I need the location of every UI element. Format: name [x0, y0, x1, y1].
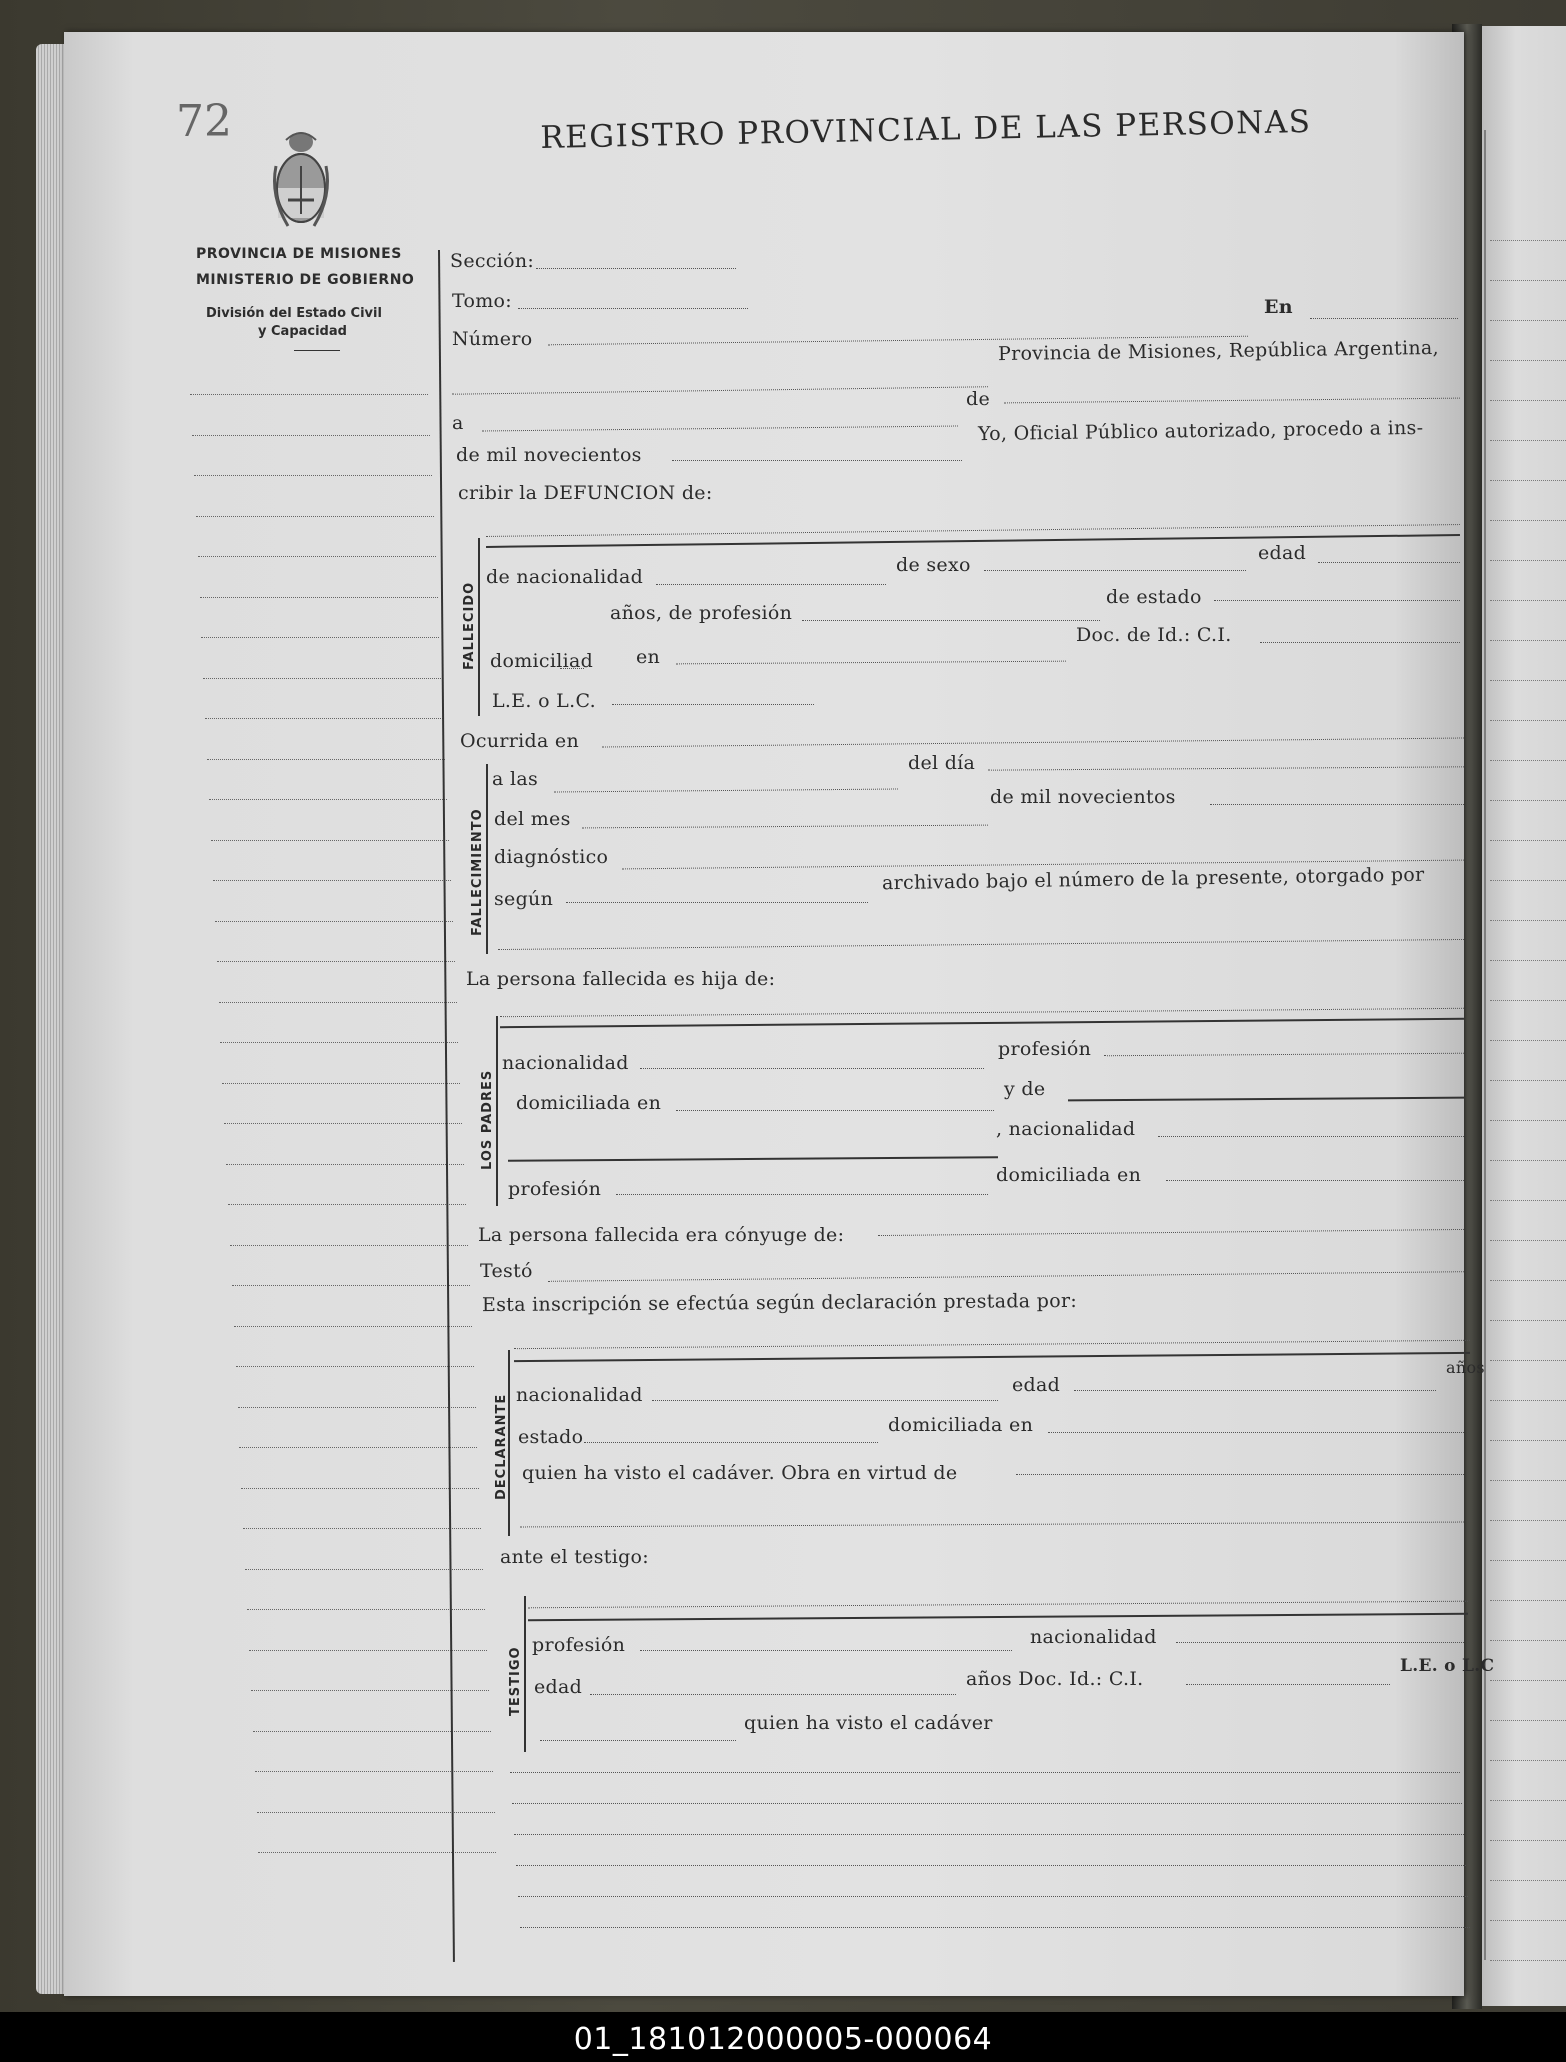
testigo-extra-field[interactable]	[540, 1740, 736, 1741]
padres-domiciliada2-label: domiciliada en	[996, 1164, 1142, 1186]
fallecimiento-de-mil-label: de mil novecientos	[990, 786, 1176, 808]
fallecido-estado-field[interactable]	[1214, 600, 1460, 601]
padres-domiciliada2-field[interactable]	[1166, 1180, 1464, 1181]
ocurrida-label: Ocurrida en	[460, 730, 580, 752]
testigo-nacionalidad-label: nacionalidad	[1030, 1626, 1157, 1648]
seccion-field[interactable]	[536, 268, 736, 269]
y-de-label: y de	[1004, 1078, 1046, 1100]
de-label: de	[966, 388, 991, 410]
notes-line[interactable]	[512, 1803, 1462, 1804]
provincia-text: Provincia de Misiones, República Argentina,	[997, 336, 1440, 366]
margin-note-line[interactable]	[253, 1731, 491, 1732]
next-page-line	[1490, 1200, 1566, 1201]
padres-intro: La persona fallecida es hija de:	[466, 968, 776, 990]
padres-profesion2-field[interactable]	[616, 1194, 988, 1195]
register-title: REGISTRO PROVINCIAL DE LAS PERSONAS	[540, 103, 1312, 156]
fallecido-sexo-field[interactable]	[984, 570, 1246, 571]
next-page-line	[1490, 760, 1566, 761]
fallecido-edad-field[interactable]	[1318, 562, 1460, 563]
margin-note-line[interactable]	[222, 1083, 460, 1084]
scan-footer	[0, 2012, 1566, 2062]
notes-line[interactable]	[510, 1772, 1460, 1773]
next-page-line	[1490, 1760, 1566, 1761]
margin-note-line[interactable]	[203, 678, 441, 679]
en-field[interactable]	[1310, 318, 1458, 319]
padres-profesion2-label: profesión	[508, 1178, 602, 1200]
de-mil-label: de mil novecientos	[456, 444, 642, 466]
padres-nacionalidad2-label: , nacionalidad	[996, 1118, 1136, 1140]
declarante-obra-field[interactable]	[1016, 1474, 1464, 1475]
fallecido-doc-label: Doc. de Id.: C.I.	[1076, 624, 1232, 646]
declarante-nacionalidad-label: nacionalidad	[516, 1384, 643, 1406]
margin-note-line[interactable]	[201, 637, 439, 638]
next-page-rule	[1484, 130, 1486, 1960]
next-page-line	[1490, 1800, 1566, 1801]
next-page-line	[1490, 1640, 1566, 1641]
next-page-line	[1490, 1240, 1566, 1241]
yo-oficial-text: Yo, Oficial Público autorizado, procedo a ins-	[977, 416, 1424, 446]
next-page-line	[1490, 1680, 1566, 1681]
next-page-line	[1490, 1400, 1566, 1401]
padres-bracket	[496, 1016, 498, 1206]
next-page-line	[1490, 1920, 1566, 1921]
margin-note-line[interactable]	[219, 1002, 457, 1003]
padres-domiciliada-label: domiciliada en	[516, 1092, 662, 1114]
declarante-edad-field[interactable]	[1074, 1390, 1436, 1391]
next-page-line	[1490, 1480, 1566, 1481]
fallecido-domicilio-suffix[interactable]	[560, 668, 584, 669]
next-page-line	[1490, 1960, 1566, 1961]
next-page-line	[1490, 1360, 1566, 1361]
testigo-doc-field[interactable]	[1186, 1684, 1390, 1685]
next-page-line	[1490, 680, 1566, 681]
margin-note-line[interactable]	[215, 921, 453, 922]
testigo-profesion-label: profesión	[532, 1634, 626, 1656]
margin-note-line[interactable]	[213, 880, 451, 881]
margin-note-line[interactable]	[198, 556, 436, 557]
notes-line[interactable]	[520, 1927, 1470, 1928]
next-page-line	[1490, 480, 1566, 481]
conyuge-label: La persona fallecida era cónyuge de:	[478, 1224, 845, 1246]
fallecido-bracket	[478, 538, 480, 716]
margin-note-line[interactable]	[241, 1488, 479, 1489]
testo-label: Testó	[480, 1260, 533, 1282]
next-page-line	[1490, 920, 1566, 921]
margin-note-line[interactable]	[239, 1447, 477, 1448]
next-page-line	[1490, 720, 1566, 721]
next-page-line	[1490, 1040, 1566, 1041]
fallecimiento-de-mil-field[interactable]	[1210, 804, 1464, 805]
numero-label: Número	[452, 328, 533, 350]
testigo-section-label: TESTIGO	[508, 1646, 523, 1716]
declarante-anos-label: años	[1446, 1358, 1485, 1377]
fallecido-nacionalidad-field[interactable]	[656, 584, 886, 585]
ministry-line-1: PROVINCIA DE MISIONES	[196, 246, 402, 262]
fallecido-domicilio-label: domiciliad	[490, 650, 594, 672]
testigo-le-lc-label: L.E. o L.C	[1400, 1656, 1495, 1676]
ministry-line-3: División del Estado Civil	[206, 306, 382, 321]
next-page-line	[1490, 320, 1566, 321]
next-page-line	[1490, 1280, 1566, 1281]
padres-nacionalidad-field[interactable]	[640, 1068, 984, 1069]
padres-nacionalidad-label: nacionalidad	[502, 1052, 629, 1074]
margin-note-line[interactable]	[192, 435, 430, 436]
fallecido-section-label: FALLECIDO	[462, 581, 477, 670]
fallecido-en-label: en	[636, 646, 661, 668]
next-page-line	[1490, 600, 1566, 601]
del-dia-label: del día	[908, 752, 976, 774]
de-mil-field[interactable]	[672, 460, 962, 461]
declarante-domiciliada-label: domiciliada en	[888, 1414, 1034, 1436]
declarante-visto-text: quien ha visto el cadáver. Obra en virtud de	[522, 1462, 958, 1484]
fallecido-estado-label: de estado	[1106, 586, 1202, 608]
seccion-label: Sección:	[450, 250, 535, 272]
next-page-edge	[1482, 26, 1566, 2006]
testigo-anos-doc-label: años Doc. Id.: C.I.	[966, 1668, 1144, 1690]
padres-domiciliada-field[interactable]	[676, 1110, 994, 1111]
next-page-line	[1490, 1560, 1566, 1561]
padres-nacionalidad2-field[interactable]	[1158, 1136, 1464, 1137]
declarante-intro: Esta inscripción se efectúa según declaración prestada por:	[481, 1289, 1078, 1317]
fallecido-sexo-label: de sexo	[896, 554, 971, 576]
next-page-line	[1490, 1160, 1566, 1161]
testigo-edad-label: edad	[534, 1676, 583, 1698]
margin-note-line[interactable]	[234, 1326, 472, 1327]
fallecido-profesion-field[interactable]	[802, 620, 1100, 621]
next-page-line	[1490, 1440, 1566, 1441]
declarante-nacionalidad-field[interactable]	[652, 1400, 998, 1401]
next-page-line	[1490, 1840, 1566, 1841]
next-page-line	[1490, 1120, 1566, 1121]
testigo-nacionalidad-field[interactable]	[1176, 1642, 1464, 1643]
next-page-line	[1490, 240, 1566, 241]
next-page-line	[1490, 1000, 1566, 1001]
next-page-line	[1490, 1520, 1566, 1521]
margin-note-line[interactable]	[255, 1771, 493, 1772]
testigo-visto-text: quien ha visto el cadáver	[744, 1712, 993, 1734]
segun-field[interactable]	[566, 902, 868, 903]
next-page-line	[1490, 1600, 1566, 1601]
next-page-line	[1490, 640, 1566, 641]
declarante-estado-field[interactable]	[584, 1442, 878, 1443]
next-page-line	[1490, 520, 1566, 521]
declarante-section-label: DECLARANTE	[494, 1393, 509, 1500]
fallecimiento-section-label: FALLECIMIENTO	[470, 808, 485, 936]
ministry-underline	[294, 350, 340, 351]
margin-note-line[interactable]	[258, 1852, 496, 1853]
notes-line[interactable]	[516, 1865, 1466, 1866]
testigo-profesion-field[interactable]	[640, 1650, 1012, 1651]
ministry-line-4: y Capacidad	[258, 324, 347, 339]
next-page-line	[1490, 400, 1566, 401]
next-page-line	[1490, 960, 1566, 961]
margin-note-line[interactable]	[226, 1164, 464, 1165]
tomo-field[interactable]	[518, 308, 748, 309]
padres-profesion-label: profesión	[998, 1038, 1092, 1060]
testigo-intro: ante el testigo:	[500, 1546, 649, 1568]
next-page-line	[1490, 280, 1566, 281]
fallecido-anos-profesion-label: años, de profesión	[610, 602, 793, 624]
next-page-line	[1490, 1320, 1566, 1321]
diagnostico-label: diagnóstico	[494, 846, 609, 868]
next-page-line	[1490, 840, 1566, 841]
notes-line[interactable]	[518, 1896, 1468, 1897]
margin-note-line[interactable]	[243, 1528, 481, 1529]
fallecido-le-lc-label: L.E. o L.C.	[492, 690, 596, 712]
next-page-line	[1490, 1720, 1566, 1721]
margin-note-line[interactable]	[230, 1245, 468, 1246]
next-page-line	[1490, 560, 1566, 561]
en-label: En	[1264, 296, 1293, 318]
margin-note-line[interactable]	[207, 759, 445, 760]
fallecido-nacionalidad-label: de nacionalidad	[486, 566, 644, 588]
margin-note-line[interactable]	[196, 516, 434, 517]
fallecido-doc-field[interactable]	[1260, 642, 1460, 643]
next-page-line	[1490, 1080, 1566, 1081]
margin-note-line[interactable]	[217, 961, 455, 962]
notes-line[interactable]	[514, 1834, 1464, 1835]
declarante-estado-label: estado	[518, 1426, 584, 1448]
segun-label: según	[494, 888, 554, 910]
scan-id: 01_181012000005-000064	[573, 2022, 993, 2057]
next-page-line	[1490, 880, 1566, 881]
next-page-line	[1490, 360, 1566, 361]
ministry-line-2: MINISTERIO DE GOBIERNO	[196, 272, 415, 288]
declarante-domiciliada-field[interactable]	[1048, 1432, 1464, 1433]
declarante-edad-label: edad	[1012, 1374, 1061, 1396]
testigo-edad-field[interactable]	[590, 1694, 956, 1695]
margin-note-line[interactable]	[220, 1042, 458, 1043]
fallecimiento-bracket	[486, 764, 488, 954]
margin-note-line[interactable]	[228, 1204, 466, 1205]
next-page-line	[1490, 800, 1566, 801]
padres-section-label: LOS PADRES	[480, 1069, 495, 1170]
margin-note-line[interactable]	[251, 1690, 489, 1691]
margin-note-line[interactable]	[224, 1123, 462, 1124]
tomo-label: Tomo:	[452, 290, 512, 312]
margin-note-line[interactable]	[200, 597, 438, 598]
archivado-text: archivado bajo el número de la presente, otorgado por	[881, 863, 1425, 895]
margin-note-line[interactable]	[194, 475, 432, 476]
next-page-line	[1490, 1880, 1566, 1881]
fallecido-edad-label: edad	[1258, 542, 1307, 564]
page-number: 72	[176, 96, 232, 147]
coat-of-arms-icon	[268, 126, 334, 236]
margin-note-line[interactable]	[232, 1285, 470, 1286]
margin-note-line[interactable]	[257, 1812, 495, 1813]
margin-note-line[interactable]	[236, 1366, 474, 1367]
a-label: a	[452, 412, 464, 434]
del-mes-label: del mes	[494, 808, 571, 830]
next-page-line	[1490, 440, 1566, 441]
margin-note-line[interactable]	[245, 1569, 483, 1570]
margin-note-line[interactable]	[190, 394, 428, 395]
cribir-text: cribir la DEFUNCION de:	[458, 482, 713, 504]
testigo-bracket	[524, 1596, 526, 1752]
margin-note-line[interactable]	[209, 799, 447, 800]
margin-note-line[interactable]	[211, 840, 449, 841]
a-las-label: a las	[492, 768, 539, 790]
fallecido-le-lc-field[interactable]	[612, 704, 814, 705]
margin-note-line[interactable]	[238, 1407, 476, 1408]
margin-note-line[interactable]	[205, 718, 443, 719]
